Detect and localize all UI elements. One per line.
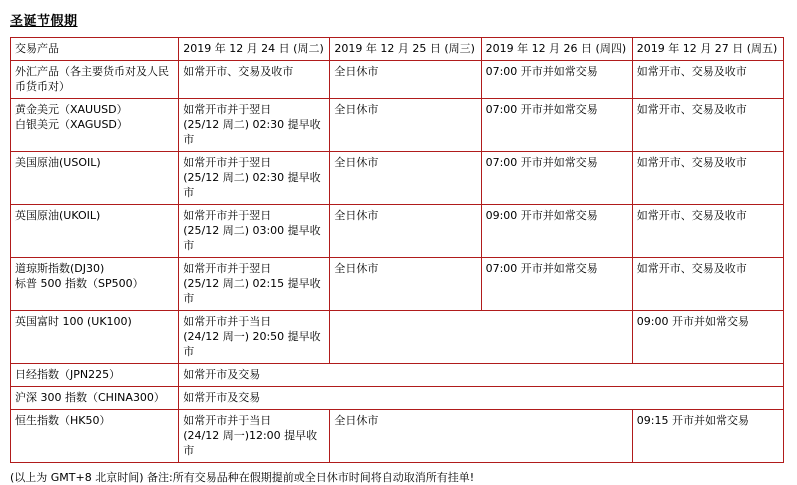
dec24-text: 如常开市、交易及收市: [183, 65, 294, 78]
holiday-schedule-table: [10, 37, 784, 463]
dec24-text: 如常开市并于翌日: [183, 103, 272, 116]
product-name-secondary: 白银美元（XAGUSD）: [15, 118, 128, 131]
cell-dec26: 07:00 开市并如常交易: [481, 152, 632, 205]
product-name-secondary: 标普 500 指数（SP500）: [15, 277, 144, 290]
product-name: 英国原油(UKOIL): [15, 209, 101, 222]
cell-dec24: [179, 258, 330, 311]
cell-dec27: 如常开市、交易及收市: [632, 61, 783, 99]
product-name: 美国原油(USOIL): [15, 156, 101, 169]
table-row: [11, 258, 784, 311]
product-name: 恒生指数（HK50）: [15, 414, 111, 427]
cell-dec24: [179, 99, 330, 152]
table-row: [11, 364, 784, 387]
cell-product: [11, 61, 179, 99]
cell-dec24: [179, 311, 330, 364]
cell-dec25: 全日休市: [330, 152, 481, 205]
cell-product: [11, 258, 179, 311]
cell-dec26: 09:00 开市并如常交易: [481, 205, 632, 258]
cell-dec27: 如常开市、交易及收市: [632, 152, 783, 205]
cell-dec26: 07:00 开市并如常交易: [481, 99, 632, 152]
dec24-text: 如常开市并于当日: [183, 414, 272, 427]
cell-dec24: [179, 205, 330, 258]
table-row: [11, 61, 784, 99]
footnote: (以上为 GMT+8 北京时间) 备注:所有交易品种在假期提前或全日休市时间将自动取消所有挂单!: [10, 471, 475, 484]
cell-dec25: 全日休市: [330, 61, 481, 99]
product-name: 道琼斯指数(DJ30): [15, 262, 105, 275]
product-name: 外汇产品（各主要货币对及人民币货币对）: [15, 65, 169, 93]
cell-product: [11, 99, 179, 152]
column-header-product: 交易产品: [11, 38, 179, 61]
cell-dec27: 如常开市、交易及收市: [632, 99, 783, 152]
table-row: [11, 387, 784, 410]
dec24-text: 如常开市并于翌日: [183, 209, 272, 222]
dec24-subtext: (25/12 周二) 02:30 提早收市: [183, 171, 321, 199]
cell-product: [11, 152, 179, 205]
cell-dec24: [179, 152, 330, 205]
product-name: 日经指数（JPN225）: [15, 368, 121, 381]
cell-product: [11, 311, 179, 364]
cell-product: [11, 387, 179, 410]
dec24-subtext: (24/12 周一) 20:50 提早收市: [183, 330, 321, 358]
product-name: 沪深 300 指数（CHINA300）: [15, 391, 165, 404]
dec24-subtext: (25/12 周二) 02:30 提早收市: [183, 118, 321, 146]
table-row: [11, 99, 784, 152]
cell-dec25: 全日休市: [330, 258, 481, 311]
cell-dec25: 全日休市: [330, 99, 481, 152]
dec24-subtext: (24/12 周一)12:00 提早收市: [183, 429, 318, 457]
column-header-dec26: 2019 年 12 月 26 日 (周四): [481, 38, 632, 61]
dec24-subtext: (25/12 周二) 02:15 提早收市: [183, 277, 321, 305]
cell-dec25-dec26-merged: [330, 311, 632, 364]
table-row: [11, 205, 784, 258]
cell-product: [11, 364, 179, 387]
cell-dec24: [179, 61, 330, 99]
dec24-subtext: (25/12 周二) 03:00 提早收市: [183, 224, 321, 252]
page-title: 圣诞节假期: [10, 14, 78, 29]
cell-dec27: 09:15 开市并如常交易: [632, 410, 783, 463]
cell-product: [11, 410, 179, 463]
product-name: 英国富时 100 (UK100): [15, 315, 132, 328]
table-row: [11, 410, 784, 463]
cell-dec27: 如常开市、交易及收市: [632, 258, 783, 311]
cell-dec27: 09:00 开市并如常交易: [632, 311, 783, 364]
dec24-text: 如常开市并于当日: [183, 315, 272, 328]
dec24-text: 如常开市并于翌日: [183, 156, 272, 169]
cell-dec25: 全日休市: [330, 205, 481, 258]
product-name: 黄金美元（XAUUSD）: [15, 103, 128, 116]
cell-all-days-merged: 如常开市及交易: [179, 364, 784, 387]
column-header-dec25: 2019 年 12 月 25 日 (周三): [330, 38, 481, 61]
table-header-row: [11, 38, 784, 61]
table-row: [11, 311, 784, 364]
column-header-dec27: 2019 年 12 月 27 日 (周五): [632, 38, 783, 61]
column-header-dec24: 2019 年 12 月 24 日 (周二): [179, 38, 330, 61]
cell-dec26: 07:00 开市并如常交易: [481, 61, 632, 99]
cell-dec26: 07:00 开市并如常交易: [481, 258, 632, 311]
dec24-text: 如常开市并于翌日: [183, 262, 272, 275]
cell-dec24: [179, 410, 330, 463]
cell-dec25-dec26-merged: 全日休市: [330, 410, 632, 463]
cell-all-days-merged: 如常开市及交易: [179, 387, 784, 410]
cell-dec27: 如常开市、交易及收市: [632, 205, 783, 258]
table-row: [11, 152, 784, 205]
cell-product: [11, 205, 179, 258]
